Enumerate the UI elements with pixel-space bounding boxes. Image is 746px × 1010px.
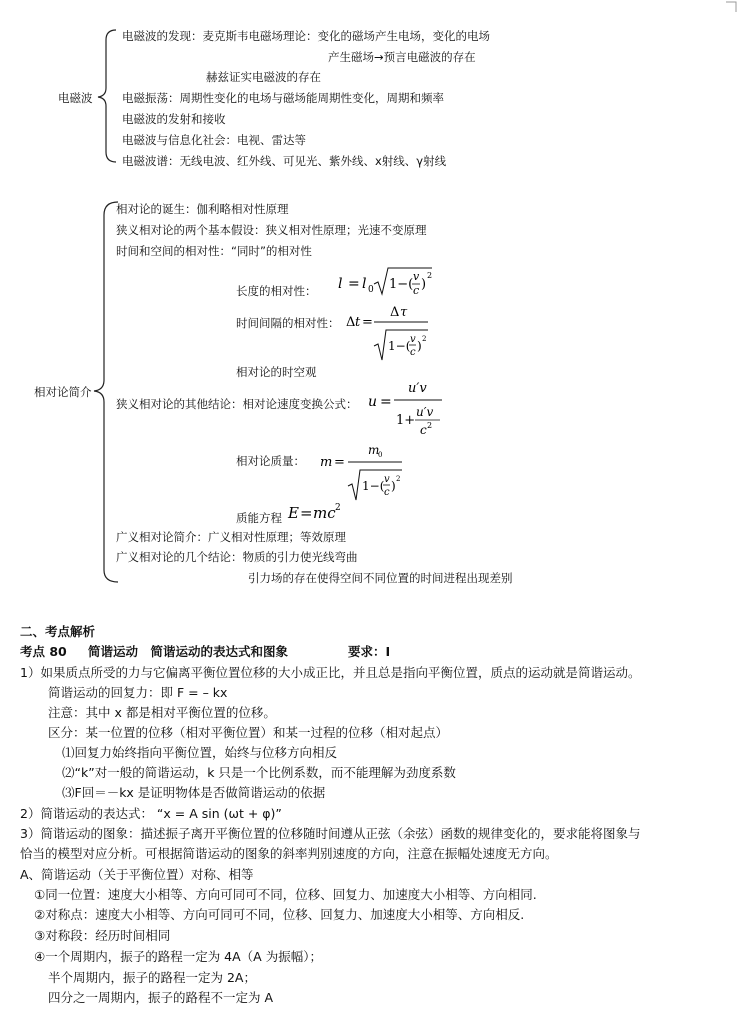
svg-text:=: = — [380, 394, 392, 410]
item-a4: ④一个周期内，振子的路程一定为 4A（A 为振幅）； — [34, 949, 322, 964]
rel-g1: 广义相对论简介：广义相对性原理；等效原理 — [116, 530, 346, 544]
exam-requirement: 要求：Ⅰ — [348, 644, 391, 659]
svg-text:0: 0 — [368, 285, 374, 295]
em-line1b: 产生磁场→预言电磁波的存在 — [328, 50, 476, 64]
energy-formula — [286, 500, 350, 524]
exam-topic: 简谐运动 简谐运动的表达式和图象 — [88, 644, 289, 659]
rel-brace — [94, 202, 118, 582]
em-line4: 电磁波与信息化社会：电视、雷达等 — [122, 133, 306, 147]
svg-text:c: c — [413, 284, 420, 297]
para-2: 2）简谐运动的表达式： “x = A sin (ωt + φ)” — [20, 806, 282, 821]
em-line2: 电磁振荡：周期性变化的电场与磁场能周期性变化，周期和频率 — [122, 91, 444, 105]
svg-text:1−(: 1−( — [362, 479, 385, 493]
para-1f: ⑶F回＝－kx 是证明物体是否做简谐运动的依据 — [62, 785, 326, 800]
velocity-formula — [366, 378, 446, 442]
svg-text:l: l — [362, 276, 367, 292]
svg-text:u: u — [368, 394, 378, 410]
svg-text:): ) — [391, 479, 396, 493]
para-1c: 区分：某一位置的位移（相对平衡位置）和某一过程的位移（相对起点） — [48, 725, 449, 740]
svg-text:=: = — [348, 276, 360, 292]
em-line3: 电磁波的发射和接收 — [122, 112, 226, 126]
svg-text:2: 2 — [396, 475, 401, 483]
svg-text:mc: mc — [313, 504, 336, 522]
svg-text:c: c — [420, 423, 427, 437]
para-1: 1）如果质点所受的力与它偏离平衡位置位移的大小成正比，并且总是指向平衡位置，质点的运动就是简谐运动。 — [20, 665, 641, 680]
svg-text:=: = — [362, 315, 373, 330]
em-brace — [98, 30, 116, 162]
rel-line3: 时间和空间的相对性：“同时”的相对性 — [116, 244, 312, 258]
rel-label: 相对论简介 — [34, 385, 92, 399]
para-3a: 3）简谐运动的图象：描述振子离开平衡位置的位移随时间遵从正弦（余弦）函数的规律变化的，要求能将图象与 — [20, 826, 641, 841]
svg-text:1−(: 1−( — [388, 339, 411, 353]
rel-line2: 狭义相对论的两个基本假设：狭义相对性原理；光速不变原理 — [116, 223, 427, 237]
svg-text:c: c — [410, 347, 416, 358]
rel-g3: 引力场的存在使得空间不同位置的时间进程出现差别 — [248, 571, 513, 585]
svg-text:): ) — [417, 339, 422, 353]
time-formula — [344, 302, 434, 364]
item-a3: ③对称段：经历时间相同 — [34, 928, 171, 943]
section-A: A、简谐运动（关于平衡位置）对称、相等 — [20, 867, 254, 882]
svg-text:v: v — [410, 334, 416, 345]
item-a5: 半个周期内，振子的路程一定为 2A； — [48, 970, 256, 985]
svg-text:1+: 1+ — [396, 413, 416, 428]
svg-text:t: t — [355, 315, 361, 330]
length-formula — [336, 264, 436, 304]
para-3b: 恰当的模型对应分析。可根据简谐运动的图象的斜率判别速度的方向，注意在振幅处速度无方向。 — [20, 846, 558, 861]
item-a1: ①同一位置：速度大小相等、方向可同可不同，位移、回复力、加速度大小相等、方向相同. — [34, 887, 537, 902]
svg-text:2: 2 — [422, 335, 427, 343]
svg-text:m: m — [320, 455, 333, 470]
time-label: 时间间隔的相对性： — [236, 316, 340, 330]
svg-text:v: v — [413, 270, 420, 283]
em-label: 电磁波 — [58, 91, 93, 105]
em-line1c: 赫兹证实电磁波的存在 — [206, 70, 321, 84]
svg-text:v: v — [384, 474, 390, 485]
para-1a: 简谐运动的回复力：即 F = – kx — [48, 685, 228, 700]
svg-text:c: c — [384, 487, 390, 498]
svg-text:1−(: 1−( — [389, 277, 414, 292]
svg-text:l: l — [338, 276, 343, 292]
svg-text:): ) — [421, 277, 427, 292]
mass-label: 相对论质量： — [236, 454, 305, 468]
item-a6: 四分之一周期内，振子的路程不一定为 A — [48, 990, 274, 1005]
energy-label: 质能方程 — [236, 511, 282, 525]
svg-text:2: 2 — [427, 271, 433, 280]
svg-text:=: = — [300, 504, 313, 522]
svg-text:τ: τ — [400, 305, 408, 320]
em-line5: 电磁波谱：无线电波、红外线、可见光、紫外线、x射线、γ射线 — [122, 154, 447, 168]
length-label: 长度的相对性： — [236, 284, 317, 298]
svg-text:2: 2 — [335, 503, 341, 513]
svg-text:E: E — [288, 504, 299, 522]
svg-text:u′v: u′v — [408, 381, 427, 396]
item-a2: ②对称点：速度大小相等、方向可同可不同，位移、回复力、加速度大小相等、方向相反. — [34, 907, 525, 922]
svg-text:Δ: Δ — [390, 305, 400, 320]
mass-formula — [318, 440, 408, 502]
svg-text:Δ: Δ — [346, 315, 356, 330]
para-1e: ⑵“k”对一般的简谐运动，k 只是一个比例系数，而不能理解为劲度系数 — [62, 765, 456, 780]
para-1b: 注意：其中 x 都是相对平衡位置的位移。 — [48, 705, 276, 720]
section-heading: 二、考点解析 — [20, 624, 96, 639]
em-line1: 电磁波的发现：麦克斯韦电磁场理论：变化的磁场产生电场，变化的电场 — [122, 29, 490, 43]
svg-text:=: = — [334, 455, 345, 470]
rel-line1: 相对论的诞生：伽利略相对性原理 — [116, 202, 289, 216]
rel-g2: 广义相对论的几个结论：物质的引力使光线弯曲 — [116, 550, 358, 564]
exam-point: 考点 80 — [20, 644, 67, 659]
spacetime-label: 相对论的时空观 — [236, 365, 317, 379]
svg-text:2: 2 — [427, 421, 433, 430]
other-label: 狭义相对论的其他结论：相对论速度变换公式： — [116, 397, 358, 411]
svg-text:u′v: u′v — [416, 405, 434, 419]
svg-text:0: 0 — [378, 451, 383, 459]
para-1d: ⑴回复力始终指向平衡位置，始终与位移方向相反 — [62, 745, 338, 760]
svg-text:m: m — [368, 443, 380, 457]
